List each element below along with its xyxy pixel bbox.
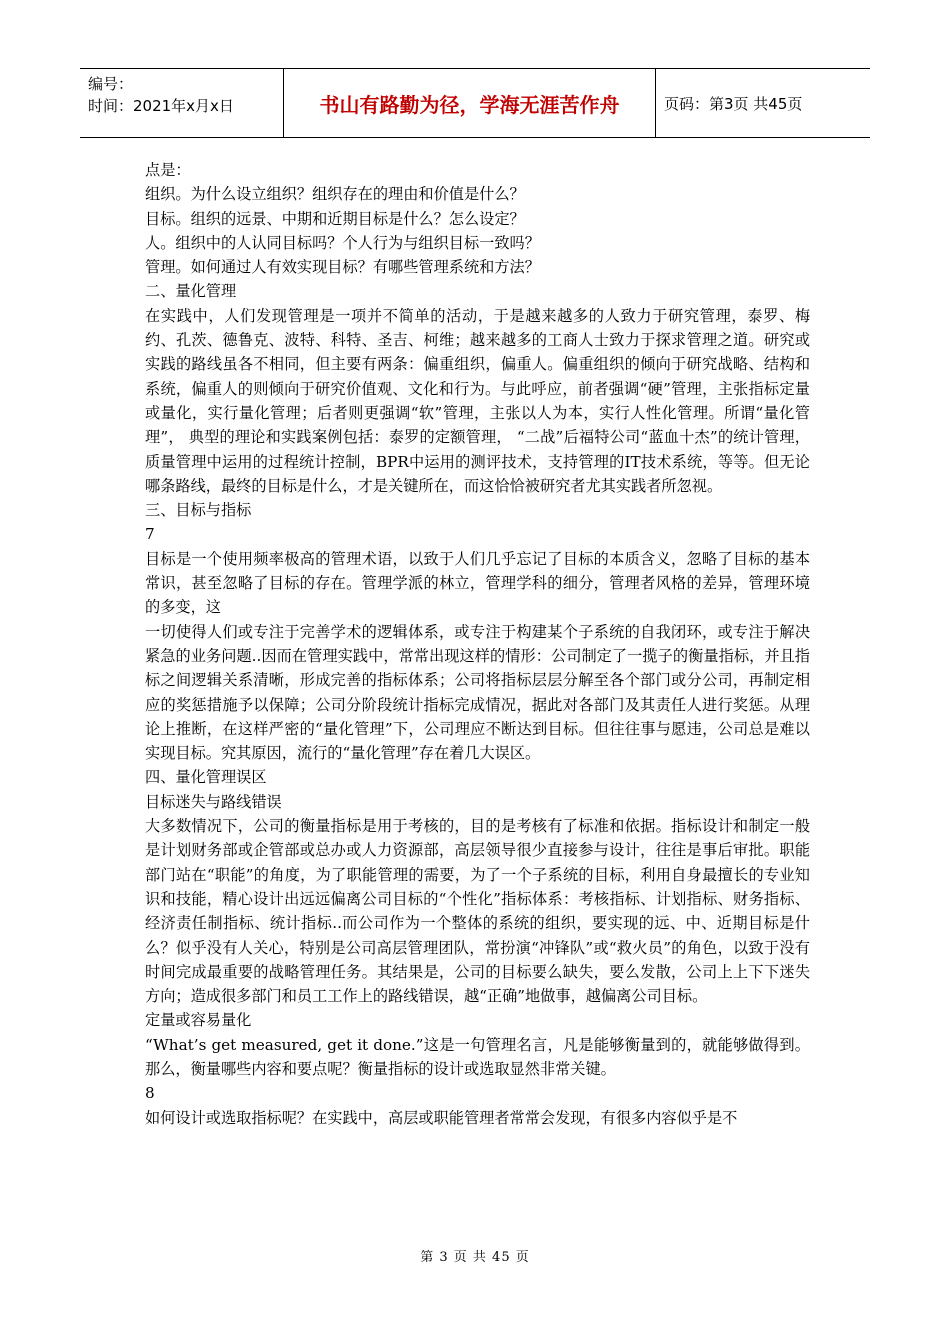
page-marker: 7: [145, 525, 155, 544]
body-paragraph: 如何设计或选取指标呢？在实践中，高层或职能管理者常常会发现，有很多内容似乎是不: [145, 1108, 738, 1127]
body-paragraph: 一切使得人们或专注于完善学术的逻辑体系，或专注于构建某个子系统的自我闭环，或专注于解决紧急的业务问题..因而在管理实践中，常常出现这样的情形：公司制定了一揽子的衡量指标，并且指标之间逻辑关系清晰，形成完善的指标体系；公司将指标层层分解至各个部门或分公司，再制定相应的奖惩措施予以保障；公司分阶段统计指标完成情况，据此对各部门及其责任人进行奖惩。从理论上推断，在这样严密的“量化管理”下，公司理应不断达到目标。但往往事与愿违，公司总是难以实现目标。究其原因，流行的“量化管理”存在着几大误区。: [145, 622, 810, 763]
subsection-heading: 目标迷失与路线错误: [145, 792, 282, 811]
subsection-heading: 定量或容易量化: [145, 1011, 252, 1030]
section-heading: 二、量化管理: [145, 282, 237, 301]
header-motto: 书山有路勤为径，学海无涯苦作舟: [284, 69, 656, 137]
body-line: 目标。组织的远景、中期和近期目标是什么？怎么设定？: [145, 209, 525, 228]
body-paragraph: 在实践中，人们发现管理是一项并不简单的活动，于是越来越多的人致力于研究管理，泰罗、梅约、孔茨、德鲁克、波特、科特、圣吉、柯维；越来越多的工商人士致力于探求管理之道。研究或实践的路线虽各不相同，但主要有两条：偏重组织，偏重人。偏重组织的倾向于研究战略、结构和系统，偏重人的则倾向于研究价值观、文化和行为。与此呼应，前者强调“硬”管理，主张指标定量或量化，实行量化管理；后者则更强调“软”管理，主张以人为本，实行人性化管理。所谓“量化管理”， 典型的理论和实践案例包括：泰罗的定额管理， “二战”后福特公司“蓝血十杰”的统计管理，质量管理中运用的过程统计控制，BPR中运用的测评技术，支持管理的IT技术系统，等等。但无论哪条路线，最终的目标是什么，才是关键所在，而这恰恰被研究者尤其实践者所忽视。: [145, 306, 810, 495]
document-date-label: 时间：2021年x月x日: [88, 97, 234, 115]
page-footer: 第 3 页 共 45 页: [420, 1250, 530, 1265]
body-line: 点是：: [145, 161, 191, 179]
header-meta: [80, 69, 284, 137]
document-number-label: 编号：: [88, 75, 134, 93]
body-paragraph: 目标是一个使用频率极高的管理术语，以致于人们几乎忘记了目标的本质含义，忽略了目标的基本常识，甚至忽略了目标的存在。管理学派的林立，管理学科的细分，管理者风格的差异，管理环境的多变，这: [145, 549, 810, 617]
body-paragraph: “What’s get measured, get it done.”这是一句管理名言，凡是能够衡量到的，就能够做得到。那么，衡量哪些内容和要点呢？衡量指标的设计或选取显然非常关键。: [145, 1035, 810, 1078]
body-line: 组织。为什么设立组织？组织存在的理由和价值是什么？: [145, 185, 525, 204]
document-body: [145, 158, 810, 1130]
body-paragraph: 大多数情况下，公司的衡量指标是用于考核的，目的是考核有了标准和依据。指标设计和制定一般是计划财务部或企管部或总办或人力资源部，高层领导很少直接参与设计，往往是事后审批。职能部门站在“职能”的角度，为了职能管理的需要，为了一个子系统的目标，利用自身最擅长的专业知识和技能，精心设计出远远偏离公司目标的“个性化”指标体系：考核指标、计划指标、财务指标、经济责任制指标、统计指标..而公司作为一个整体的系统的组织，要实现的远、中、近期目标是什么？似乎没有人关心，特别是公司高层管理团队，常扮演“冲锋队”或“救火员”的角色，以致于没有时间完成最重要的战略管理任务。其结果是，公司的目标要么缺失，要么发散，公司上上下下迷失方向；造成很多部门和员工工作上的路线错误，越“正确”地做事，越偏离公司目标。: [145, 817, 810, 1006]
page-header: [80, 68, 870, 138]
section-heading: 三、目标与指标: [145, 501, 252, 520]
page-marker: 8: [145, 1084, 155, 1103]
header-page-info: 页码：第3页 共45页: [664, 94, 803, 113]
body-line: 管理。如何通过人有效实现目标？有哪些管理系统和方法？: [145, 258, 540, 277]
section-heading: 四、量化管理误区: [145, 768, 267, 787]
body-line: 人。组织中的人认同目标吗？个人行为与组织目标一致吗？: [145, 233, 540, 252]
